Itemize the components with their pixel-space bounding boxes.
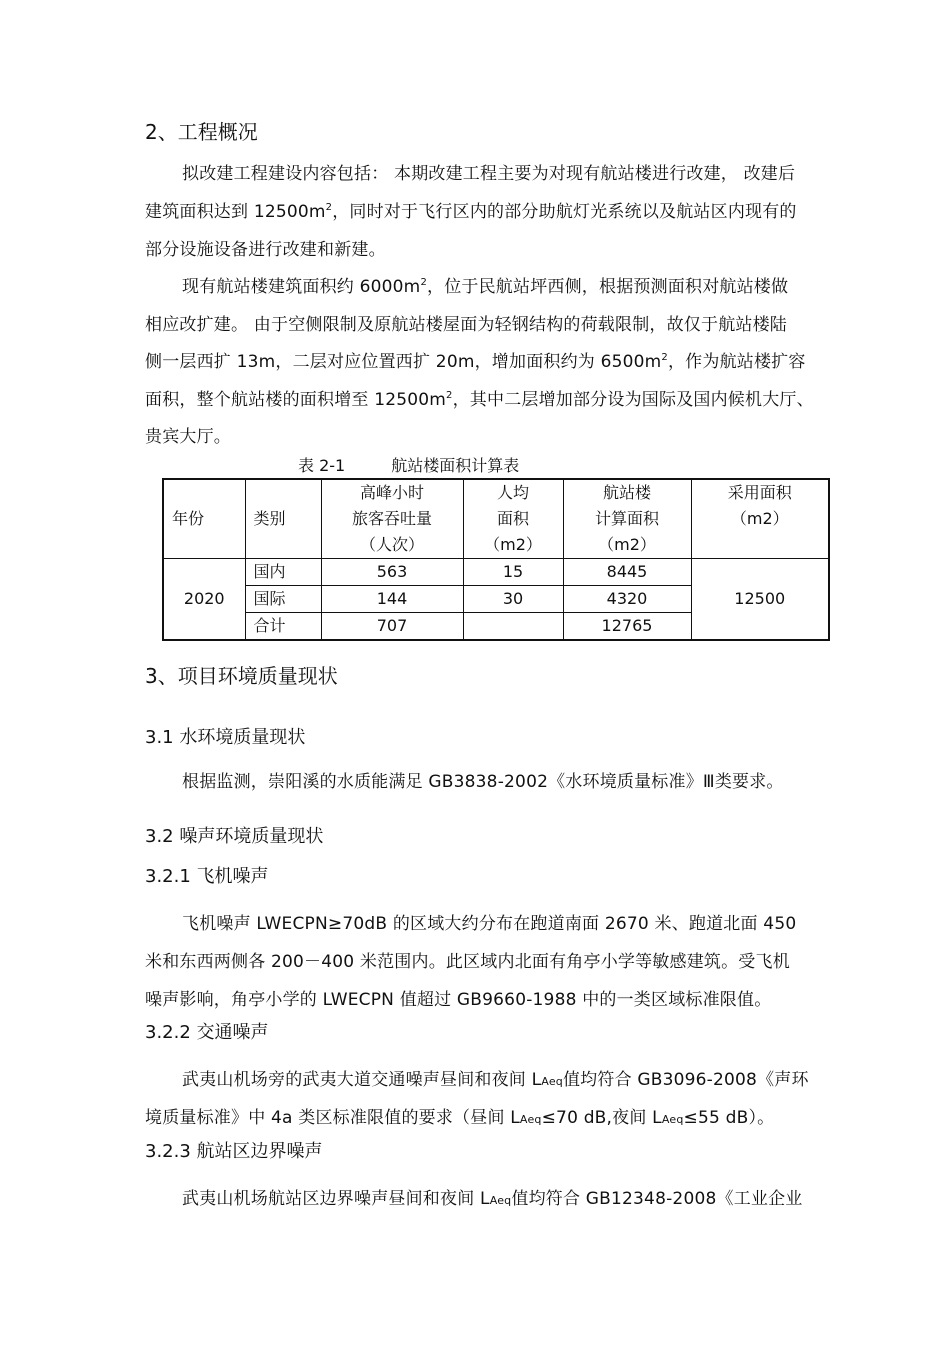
header-adopt-area: 采用面积 （m2）: [691, 479, 829, 559]
s2-p2-line4: 面积，整个航站楼的面积增至 $12500m^2$，其中二层增加部分设为国际及国内候机大厅、: [145, 390, 814, 410]
s2-p1-line1: 拟改建工程建设内容包括： 本期改建工程主要为对现有航站楼进行改建， 改建后: [182, 164, 796, 184]
s2-p1-line2: 建筑面积达到 $12500m^2$，同时对于飞行区内的部分助航灯光系统以及航站区内现有的: [145, 202, 797, 222]
header-per-capita: 人均 面积 （m2）: [463, 479, 563, 559]
s2-p1-line3: 部分设施设备进行改建和新建。: [145, 240, 386, 260]
section-3-heading: 3、项目环境质量现状: [145, 664, 338, 688]
table-row: [163, 559, 829, 586]
header-calc-area: 航站楼 计算面积 （m2）: [563, 479, 691, 559]
s321-line1: 飞机噪声 LWECPN≥70dB 的区域大约分布在跑道南面 2670 米、跑道北面 450: [182, 914, 797, 934]
table-caption: 表 2-1 航站楼面积计算表: [298, 456, 520, 475]
cell-type: 合计: [245, 613, 321, 641]
s323-line1: 武夷山机场航站区边界噪声昼间和夜间 LAeq值均符合 GB12348-2008《工业企业: [182, 1189, 803, 1209]
cell-calc: 4320: [563, 586, 691, 613]
cell-calc: 12765: [563, 613, 691, 641]
area-table: [162, 478, 830, 641]
header-peak: 高峰小时 旅客吞吐量 （人次）: [321, 479, 463, 559]
section-2-heading: 2、工程概况: [145, 120, 258, 144]
table-header-row: [163, 479, 829, 559]
header-type: 类别: [245, 479, 321, 559]
s31-text: 根据监测，崇阳溪的水质能满足 GB3838-2002《水环境质量标准》Ⅲ类要求。: [182, 772, 784, 792]
section-3-2-heading: 3.2 噪声环境质量现状: [145, 826, 324, 847]
s322-line2: 境质量标准》中 4a 类区标准限值的要求（昼间 LAeq≤70 dB,夜间 LAeq≤55 dB）。: [145, 1108, 775, 1128]
s322-line1: 武夷山机场旁的武夷大道交通噪声昼间和夜间 LAeq值均符合 GB3096-2008《声环: [182, 1070, 809, 1090]
section-3-2-3-heading: 3.2.3 航站区边界噪声: [145, 1141, 323, 1162]
cell-type: 国际: [245, 586, 321, 613]
header-year: 年份: [163, 479, 245, 559]
s2-p2-line5: 贵宾大厅。: [145, 427, 231, 447]
cell-per: [463, 613, 563, 641]
s2-p2-line2: 相应改扩建。 由于空侧限制及原航站楼屋面为轻钢结构的荷载限制，故仅于航站楼陆: [145, 315, 788, 335]
s2-p2-line3: 侧一层西扩 13m，二层对应位置西扩 20m，增加面积约为 $6500m^2$，作为航站楼扩容: [145, 352, 806, 372]
cell-peak: 144: [321, 586, 463, 613]
section-3-2-2-heading: 3.2.2 交通噪声: [145, 1022, 269, 1043]
cell-per: 30: [463, 586, 563, 613]
cell-calc: 8445: [563, 559, 691, 586]
cell-peak: 707: [321, 613, 463, 641]
cell-adopt: 12500: [691, 559, 829, 641]
s321-line3: 噪声影响，角亭小学的 LWECPN 值超过 GB9660-1988 中的一类区域标准限值。: [145, 990, 772, 1010]
s321-line2: 米和东西两侧各 200－400 米范围内。此区域内北面有角亭小学等敏感建筑。受飞机: [145, 952, 790, 972]
cell-year: 2020: [163, 559, 245, 641]
cell-per: 15: [463, 559, 563, 586]
cell-type: 国内: [245, 559, 321, 586]
cell-peak: 563: [321, 559, 463, 586]
section-3-2-1-heading: 3.2.1 飞机噪声: [145, 866, 269, 887]
s2-p2-line1: 现有航站楼建筑面积约 $6000m^2$，位于民航站坪西侧，根据预测面积对航站楼做: [182, 277, 789, 297]
section-3-1-heading: 3.1 水环境质量现状: [145, 727, 306, 748]
